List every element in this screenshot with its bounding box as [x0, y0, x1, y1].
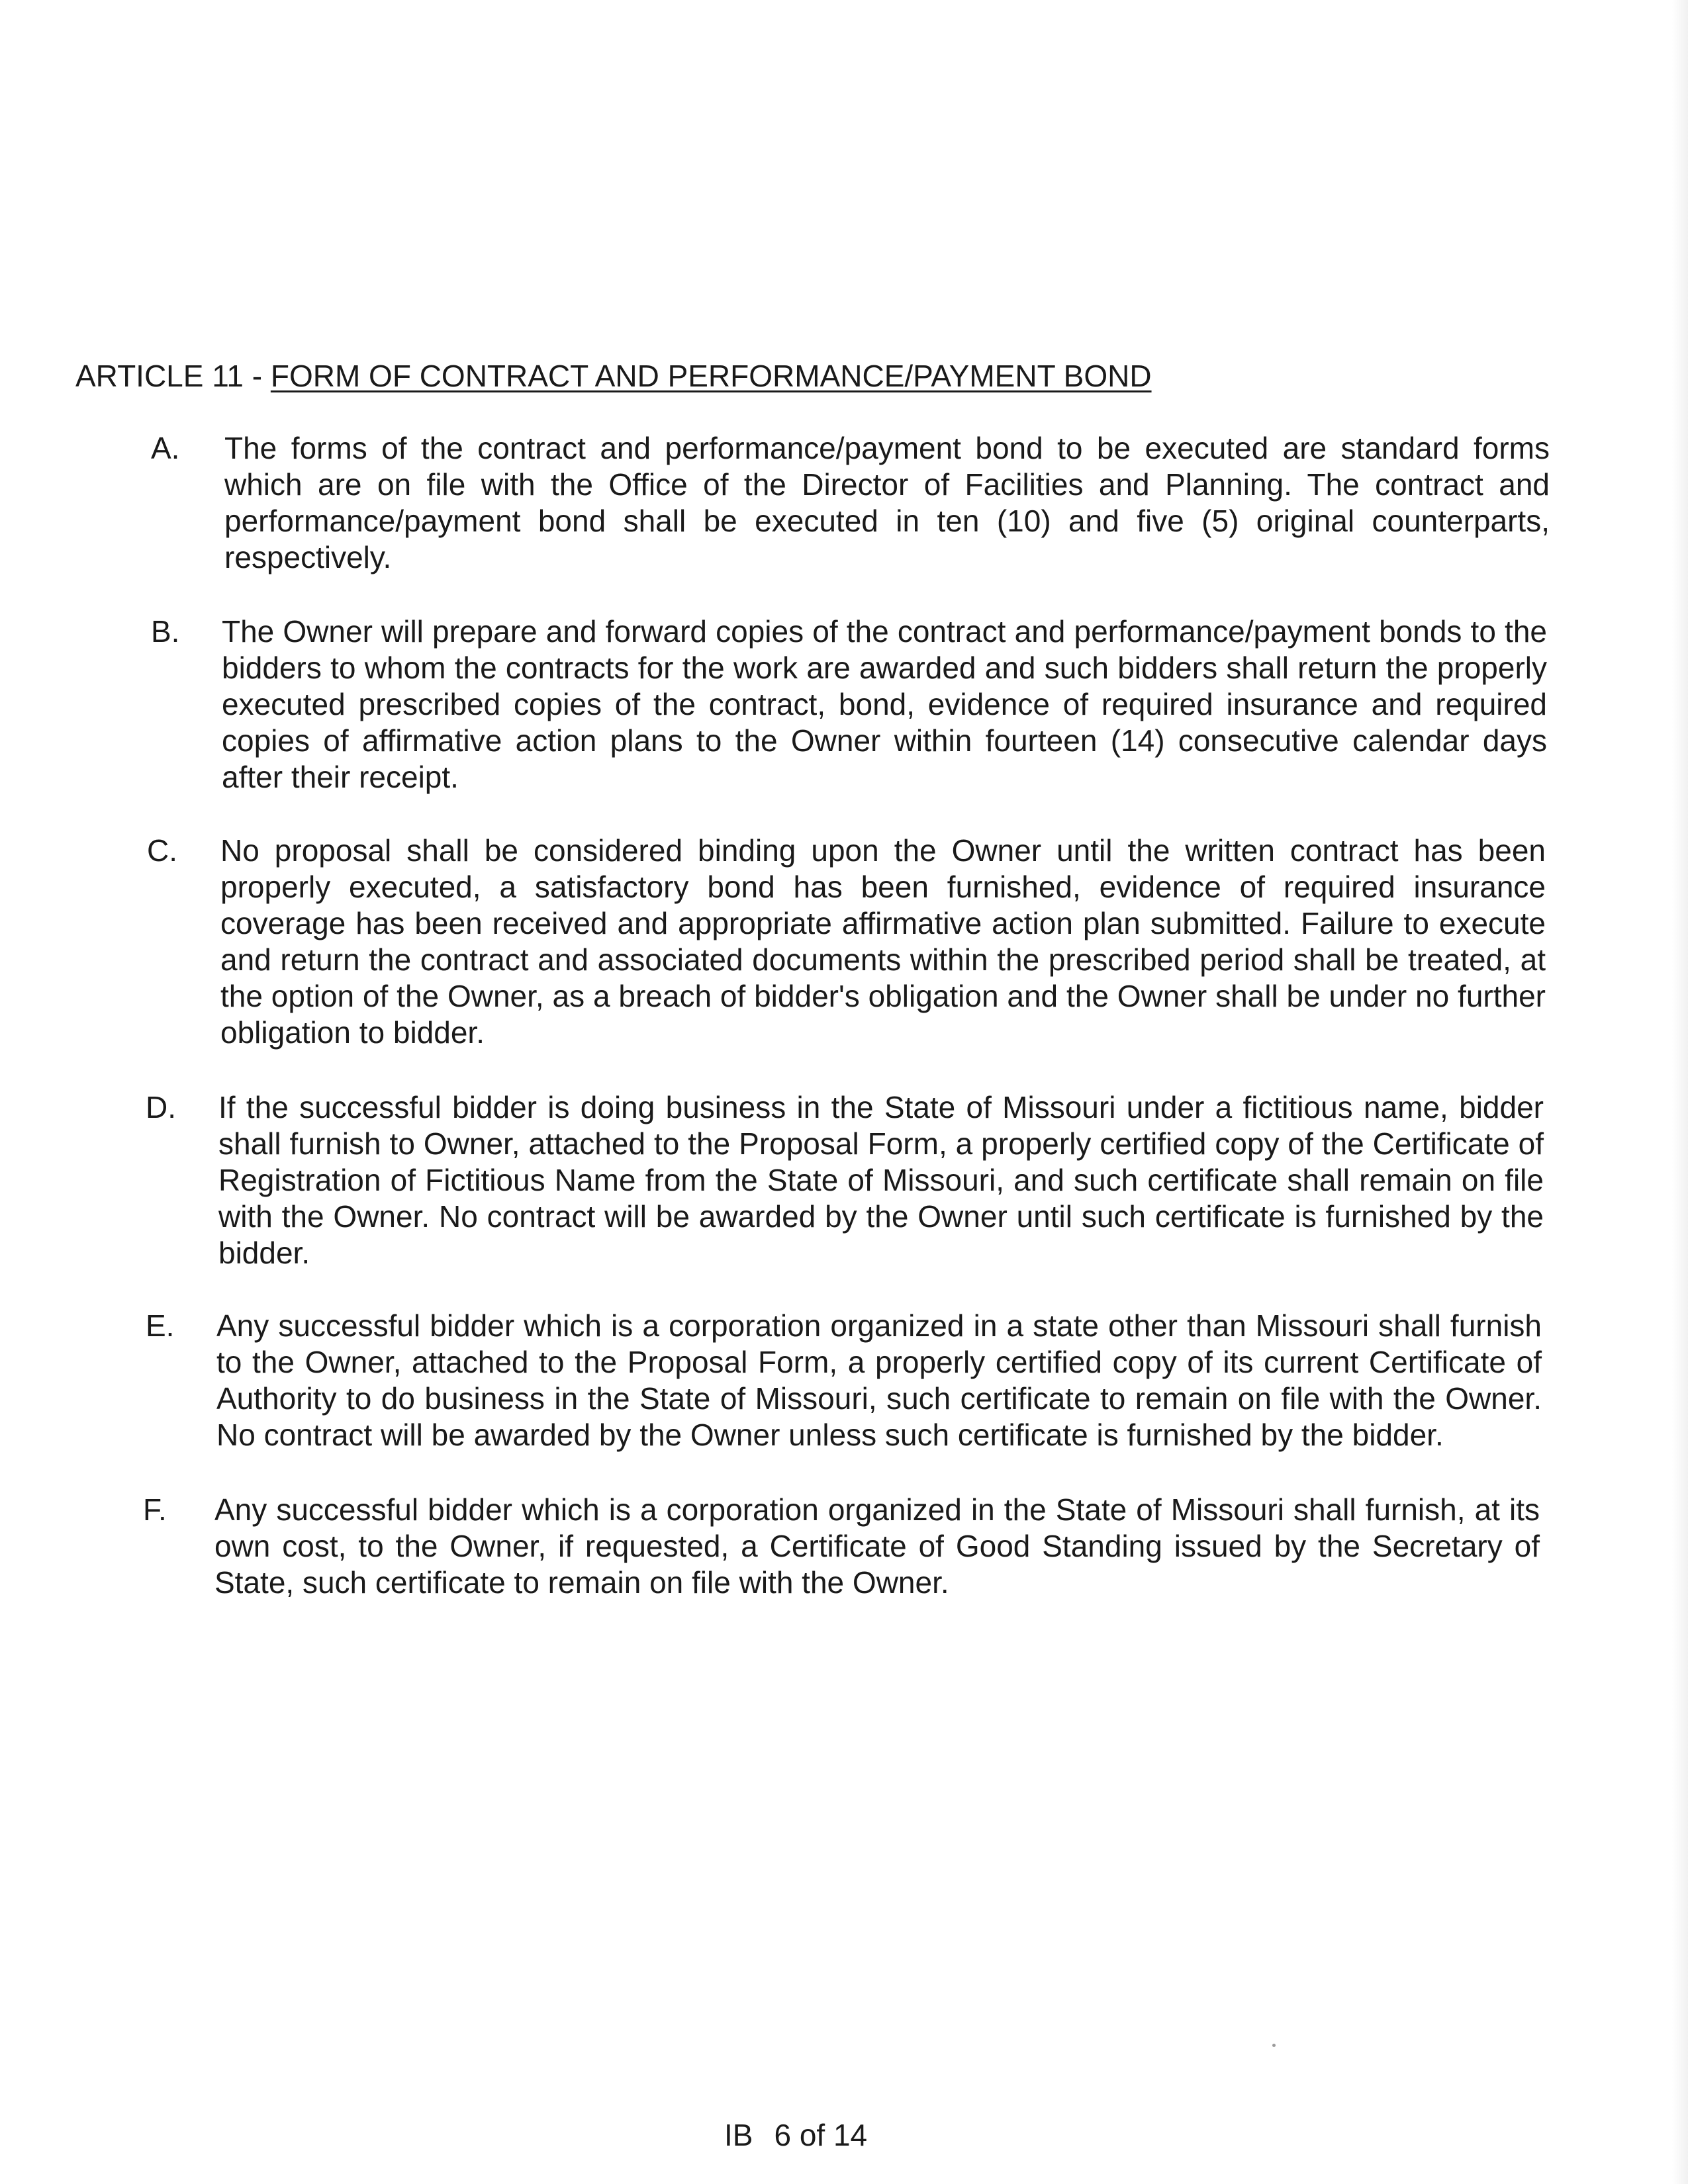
item-letter: C.	[147, 833, 177, 868]
item-text: Any successful bidder which is a corporation organized in a state other than Missouri shall furnish to the Owner, attached to the Proposal Form, a properly certified copy of its current Certificate of Authority to do business in the State of Missouri, such certificate to remain on file with the Owner. No contract will be awarded by the Owner unless such certificate is furnished by the bidder.	[216, 1308, 1542, 1452]
item-text: The Owner will prepare and forward copies of the contract and performance/payment bonds to the bidders to whom the contracts for the work are awarded and such bidders shall return the properly executed prescribed copies of the contract, bond, evidence of required insurance and required copies of affirmative action plans to the Owner within fourteen (14) consecutive calendar days after their receipt.	[222, 614, 1547, 794]
item-text: No proposal shall be considered binding upon the Owner until the written contract has been properly executed, a satisfactory bond has been furnished, evidence of required insurance coverage has been received and appropriate affirmative action plan submitted. Failure to execute and return the contract and associated documents within the prescribed period shall be treated, at the option of the Owner, as a breach of bidder's obligation and the Owner shall be under no further obligation to bidder.	[220, 833, 1546, 1050]
item-letter: B.	[151, 614, 180, 649]
item-letter: E.	[146, 1308, 175, 1343]
item-text: The forms of the contract and performance/payment bond to be executed are standard forms which are on file with the Office of the Director of Facilities and Planning. The contract and performance/payment bond shall be executed in ten (10) and five (5) original counterparts, respectively.	[224, 431, 1550, 574]
item-letter: D.	[146, 1090, 176, 1124]
item-text: If the successful bidder is doing business in the State of Missouri under a fictitious name, bidder shall furnish to Owner, attached to the Proposal Form, a properly certified copy of the Certificate of Registration of Fictitious Name from the State of Missouri, and such certificate shall remain on file with the Owner. No contract will be awarded by the Owner until such certificate is furnished by the bidder.	[218, 1090, 1544, 1270]
article-title: FORM OF CONTRACT AND PERFORMANCE/PAYMENT BOND	[270, 359, 1152, 393]
item-letter: A.	[151, 431, 180, 465]
footer-page-number: 6 of 14	[774, 2118, 868, 2152]
scan-speck	[1272, 2044, 1276, 2047]
article-heading	[75, 357, 1152, 394]
footer-section: IB	[724, 2118, 753, 2152]
page-footer	[724, 2116, 867, 2154]
item-text: Any successful bidder which is a corporation organized in the State of Missouri shall furnish, at its own cost, to the Owner, if requested, a Certificate of Good Standing issued by the Secretary of State, such certificate to remain on file with the Owner.	[214, 1492, 1540, 1600]
item-letter: F.	[143, 1492, 167, 1527]
article-number: ARTICLE 11 -	[75, 359, 271, 393]
scan-edge-shadow	[1672, 0, 1688, 2184]
